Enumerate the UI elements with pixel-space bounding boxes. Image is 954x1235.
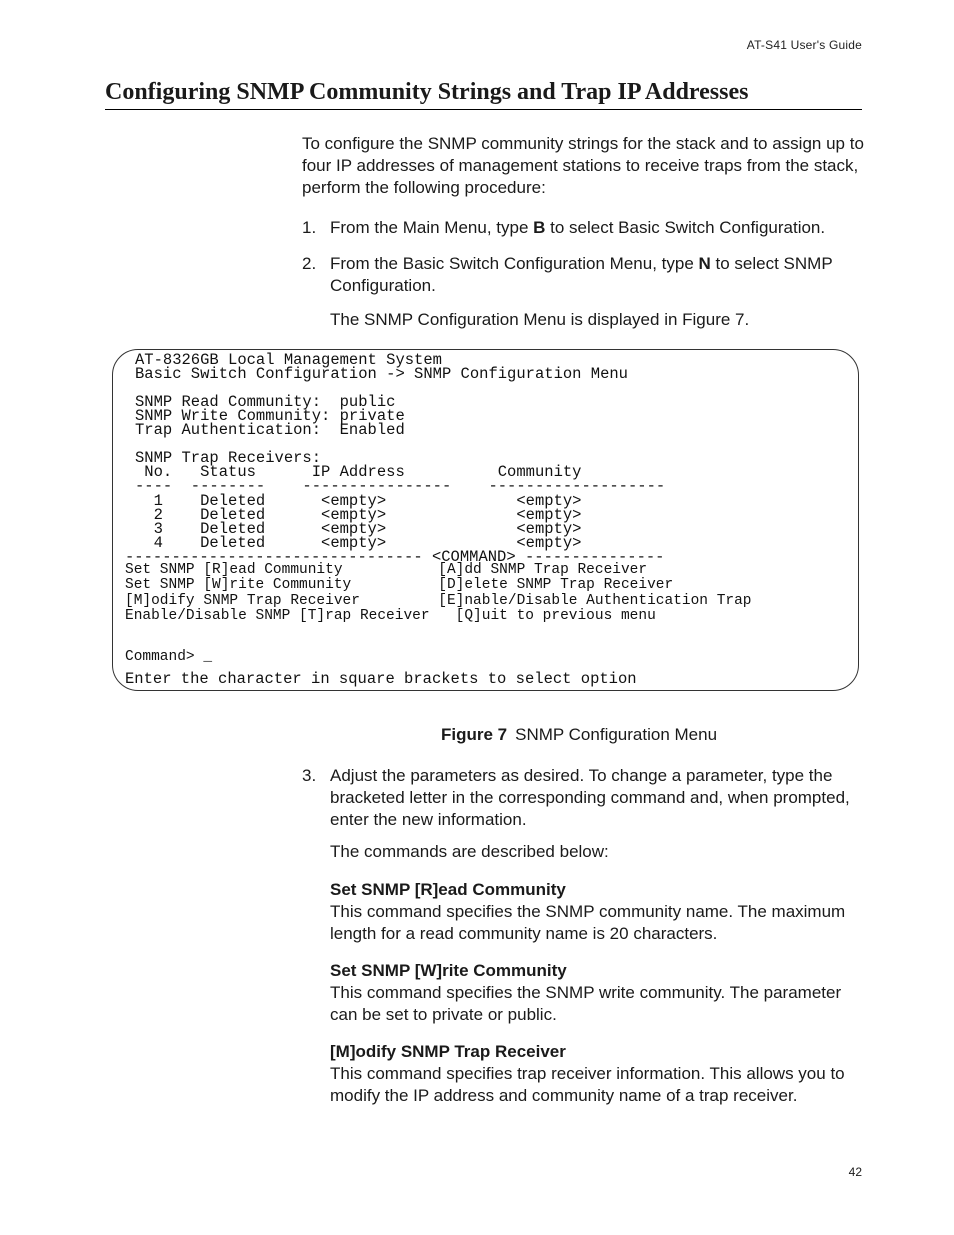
- write-community-line: SNMP Write Community: private: [135, 407, 405, 425]
- intro-paragraph: To configure the SNMP community strings for the stack and to assign up to four IP addresses of management stations to receive traps from the stack, perform the following procedure:: [302, 134, 864, 197]
- command-title: Set SNMP [W]rite Community: [330, 961, 567, 980]
- trap-table-rule: ---- -------- ---------------- -------------------: [135, 477, 666, 495]
- step-text-pre: From the Main Menu, type: [330, 218, 534, 237]
- command-row: Set SNMP [R]ead Community [A]dd SNMP Trap Receiver: [125, 562, 648, 578]
- command-title: Set SNMP [R]ead Community: [330, 880, 566, 899]
- command-description: [330, 879, 850, 945]
- command-description: [330, 960, 850, 1026]
- trap-auth-line: Trap Authentication: Enabled: [135, 421, 405, 439]
- command-divider: -------------------------------- <COMMAND> ---------------: [125, 548, 665, 566]
- read-community-line: SNMP Read Community: public: [135, 393, 396, 411]
- step-text-pre: From the Basic Switch Configuration Menu, type: [330, 254, 699, 273]
- command-row: Enable/Disable SNMP [T]rap Receiver [Q]uit to previous menu: [125, 608, 656, 624]
- trap-table-row: 3 Deleted <empty> <empty>: [135, 520, 582, 538]
- trap-table-row: 1 Deleted <empty> <empty>: [135, 492, 582, 510]
- trap-table-row: 4 Deleted <empty> <empty>: [135, 534, 582, 552]
- command-prompt: Command> _: [125, 649, 213, 665]
- step-number: 2.: [302, 254, 317, 273]
- step-key: N: [698, 254, 711, 273]
- step-text-post: to select SNMP Configuration.: [330, 254, 833, 295]
- step-1: [302, 217, 864, 239]
- command-row: [M]odify SNMP Trap Receiver [E]nable/Disable Authentication Trap: [125, 593, 752, 609]
- terminal-breadcrumb: Basic Switch Configuration -> SNMP Configuration Menu: [135, 365, 628, 383]
- terminal-title: AT-8326GB Local Management System: [135, 351, 442, 369]
- figure-caption: [441, 724, 717, 746]
- trap-receivers-label: SNMP Trap Receivers:: [135, 449, 322, 467]
- terminal-hint: Enter the character in square brackets to select option: [125, 670, 637, 688]
- section-title: Configuring SNMP Community Strings and Trap IP Addresses: [105, 76, 862, 110]
- command-desc: This command specifies the SNMP write community. The parameter can be set to private or public.: [330, 983, 842, 1024]
- step-text: Adjust the parameters as desired. To change a parameter, type the bracketed letter in the corresponding command and, when prompted, enter the new information.: [330, 766, 850, 829]
- commands-intro: The commands are described below:: [330, 842, 609, 861]
- command-desc: This command specifies the SNMP community name. The maximum length for a read community name is 20 characters.: [330, 902, 846, 943]
- step-2: [302, 253, 864, 297]
- step-number: 3.: [302, 766, 317, 785]
- command-row: Set SNMP [W]rite Community [D]elete SNMP Trap Receiver: [125, 577, 674, 593]
- figure-label: Figure 7: [441, 725, 508, 744]
- terminal-screen-figure: [112, 349, 859, 691]
- step-key: B: [533, 218, 546, 237]
- figure-caption-text: SNMP Configuration Menu: [515, 725, 718, 744]
- command-desc: This command specifies trap receiver information. This allows you to modify the IP address and community name of a trap receiver.: [330, 1064, 845, 1105]
- step-text: [330, 217, 860, 239]
- step-3: [302, 765, 864, 831]
- command-title: [M]odify SNMP Trap Receiver: [330, 1042, 566, 1061]
- trap-table-row: 2 Deleted <empty> <empty>: [135, 506, 582, 524]
- page-number: 42: [848, 1165, 862, 1179]
- step-2-note: The SNMP Configuration Menu is displayed in Figure 7.: [330, 310, 750, 329]
- trap-table-header: No. Status IP Address Community: [135, 463, 582, 481]
- running-header: AT-S41 User's Guide: [746, 38, 862, 52]
- step-text-post: to select Basic Switch Configuration.: [545, 218, 826, 237]
- step-text: [330, 253, 860, 297]
- step-number: 1.: [302, 218, 317, 237]
- command-description: [330, 1041, 850, 1107]
